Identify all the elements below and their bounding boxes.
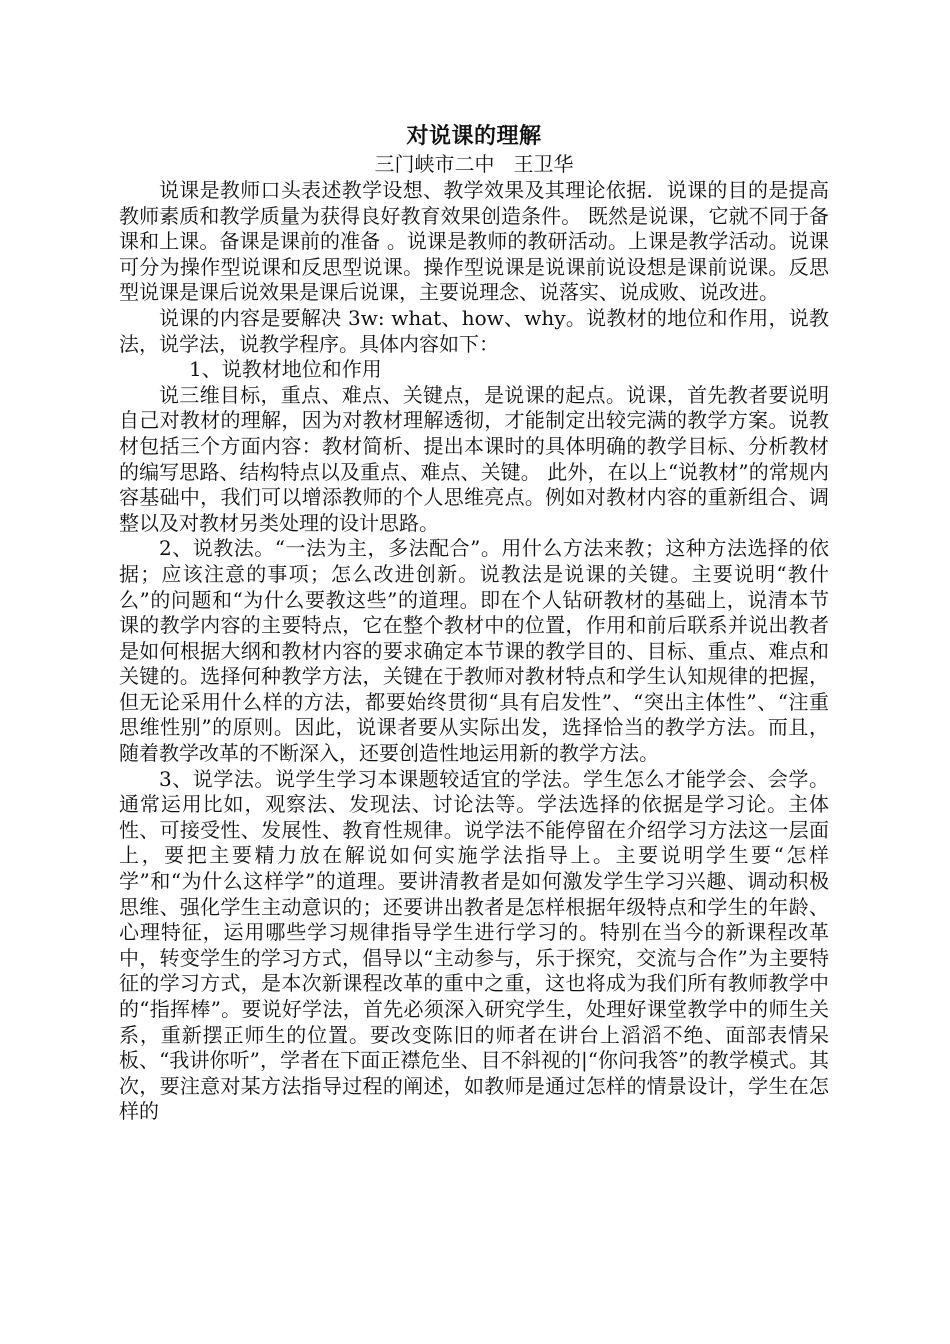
paragraph-intro: 说课是教师口头表述教学设想、教学效果及其理论依据．说课的目的是提高教师素质和教学质量为获得良好教育效果创造条件。 既然是说课，它就不同于备课和上课。备课是课前的准备 。说课是教师的教研活动。上课是教学活动。说课可分为操作型说课和反思型说课。操作型说课是说课前说设想是课前说课。反思型说课是课后说效果是课后说课，主要说理念、说落实、说成败、说改进。 (119, 178, 829, 305)
paragraph-teaching-method: 2、说教法。“一法为主，多法配合”。用什么方法来教；这种方法选择的依据；应该注意的事项；怎么改进创新。说教法是说课的关键。主要说明“教什么”的问题和“为什么要教这些”的道理。即在个人钻研教材的基础上，说清本节课的教学内容的主要特点，它在整个教材中的位置，作用和前后联系并说出教者是如何根据大纲和教材内容的要求确定本节课的教学目的、目标、重点、难点和关键的。选择何种教学方法，关键在于教师对教材特点和学生认知规律的把握，但无论采用什么样的方法，都要始终贯彻“具有启发性”、“突出主体性”、“注重思维性别”的原则。因此，说课者要从实际出发，选择恰当的教学方法。而且，随着教学改革的不断深入，还要创造性地运用新的教学方法。 (119, 536, 829, 766)
paragraph-learning-method: 3、说学法。说学生学习本课题较适宜的学法。学生怎么才能学会、会学。通常运用比如，观察法、发现法、讨论法等。学法选择的依据是学习论。主体性、可接受性、发展性、教育性规律。说学法不能停留在介绍学习方法这一层面上，要把主要精力放在解说如何实施学法指导上。主要说明学生要“怎样学”和“为什么这样学”的道理。要讲清教者是如何激发学生学习兴趣、调动积极思维、强化学生主动意识的；还要讲出教者是怎样根据年级特点和学生的年龄、心理特征，运用哪些学习规律指导学生进行学习的。特别在当今的新课程改革中，转变学生的学习方式，倡导以“主动参与，乐于探究，交流与合作”为主要特征的学习方式，是本次新课程改革的重中之重，这也将成为我们所有教师教学中的“指挥棒”。要说好学法，首先必须深入研究学生，处理好课堂教学中的师生关系，重新摆正师生的位置。要改变陈旧的师者在讲台上滔滔不绝、面部表情呆板、“我讲你听”，学者在下面正襟危坐、目不斜视的|“你问我答”的教学模式。其次，要注意对某方法指导过程的阐述，如教师是通过怎样的情景设计，学生在怎样的 (119, 766, 829, 1124)
section-heading-textbook: 1、说教材地位和作用 (189, 357, 382, 382)
paragraph-content-overview: 说课的内容是要解决 3w: what、how、why。说教材的地位和作用，说教法，说学法，说教学程序。具体内容如下： (119, 305, 829, 356)
document-title: 对说课的理解 (406, 123, 542, 149)
paragraph-textbook: 说三维目标，重点、难点、关键点，是说课的起点。说课，首先教者要说明自己对教材的理解，因为对教材理解透彻，才能制定出较完满的教学方案。说教材包括三个方面内容：教材简析、提出本课时的具体明确的教学目标、分析教材的编写思路、结构特点以及重点、难点、关键。 此外，在以上“说教材”的常规内容基础中，我们可以增添教师的个人思维亮点。例如对教材内容的重新组合、调整以及对教材另类处理的设计思路。 (119, 382, 829, 535)
document-page (119, 122, 829, 1125)
document-author: 三门峡市二中 王卫华 (374, 152, 574, 176)
